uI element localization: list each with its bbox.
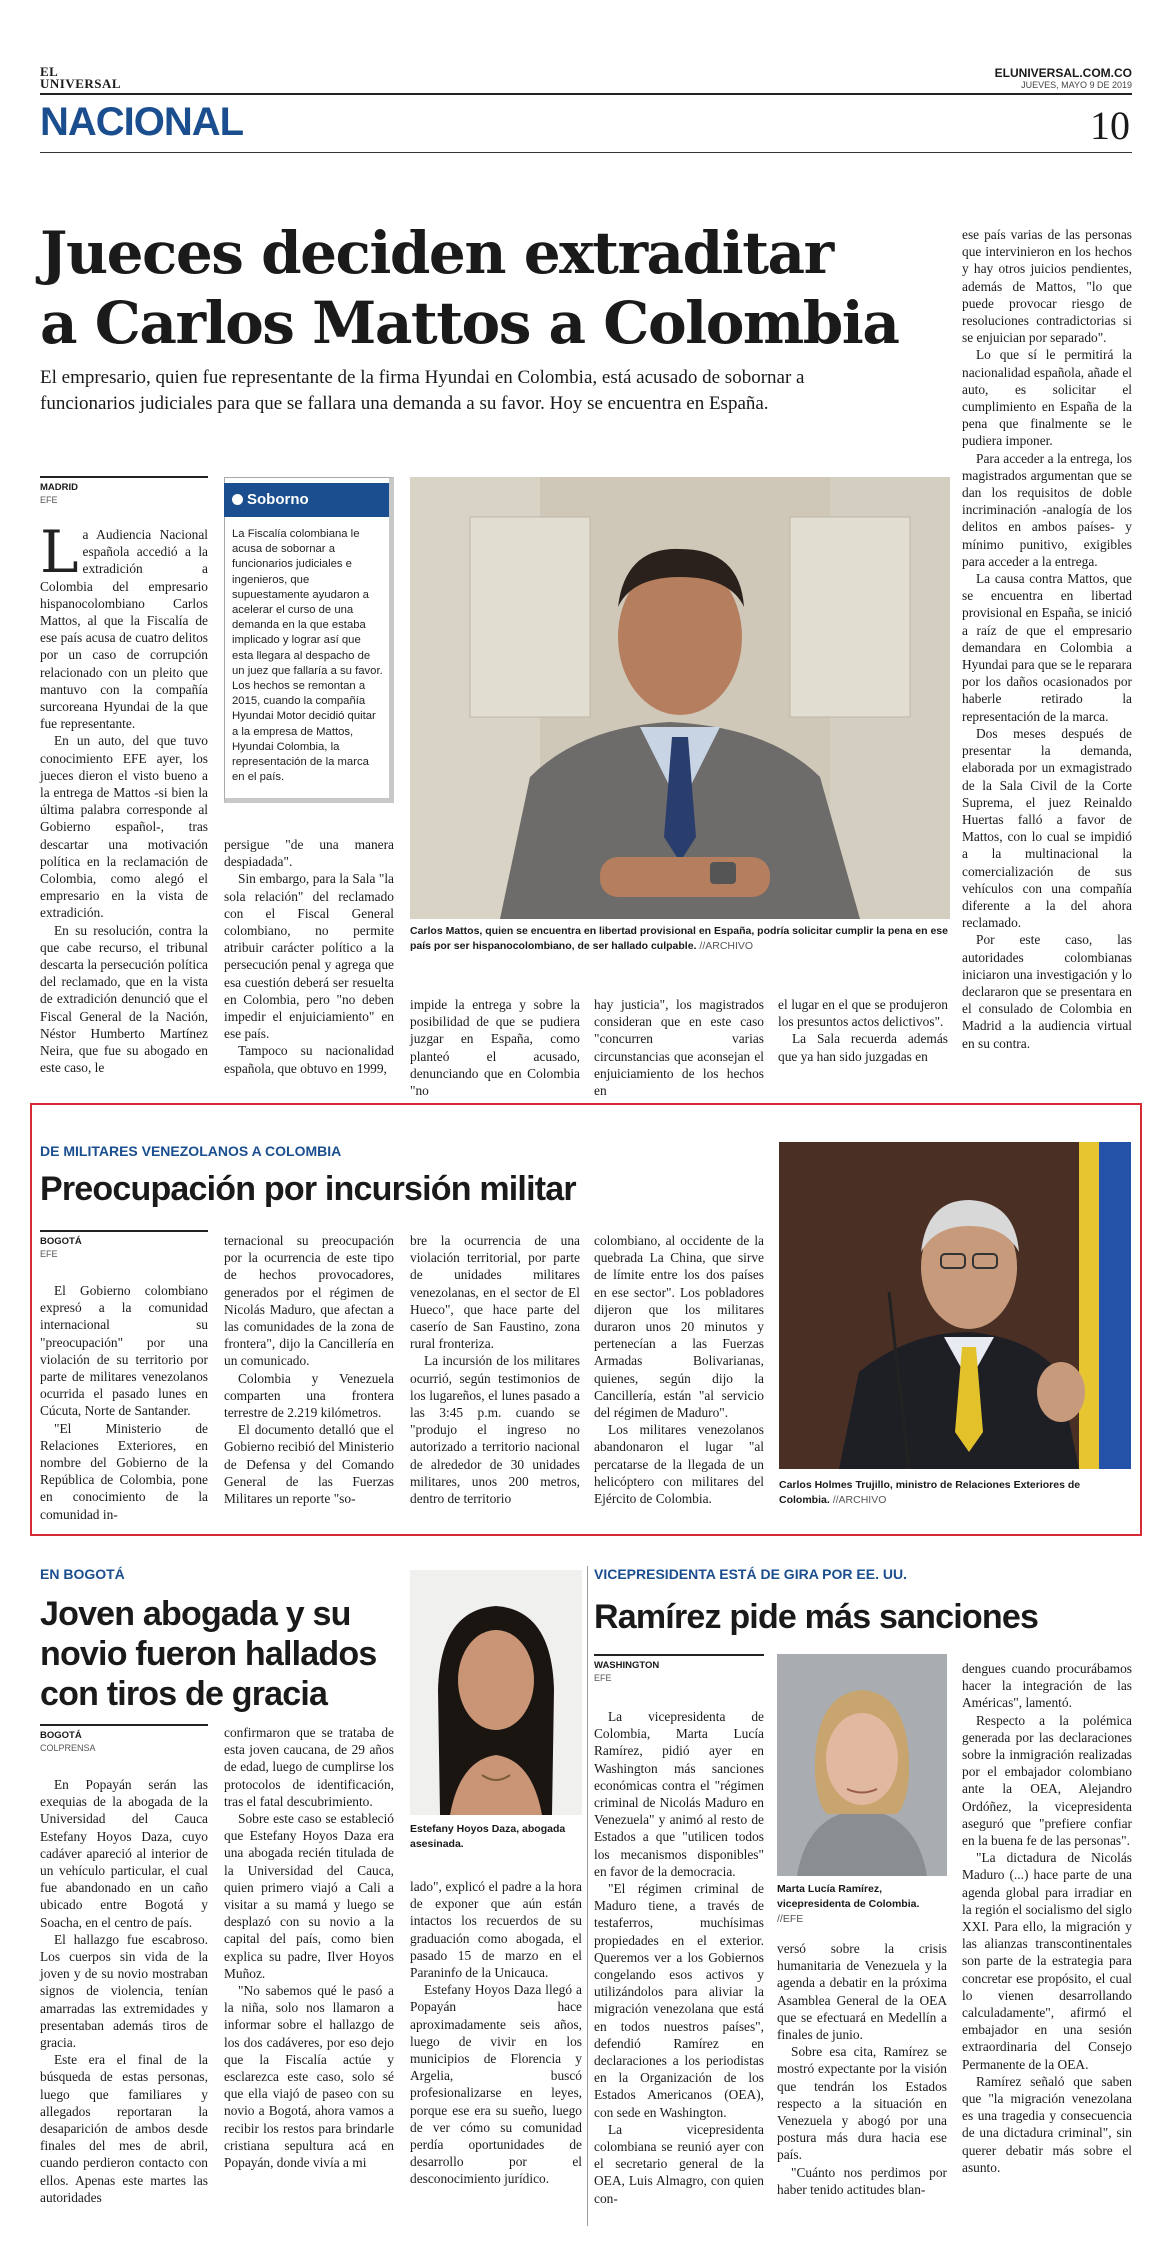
lead-col6-p5: Dos meses después de presentar la demanda, elaborada por un exmagistrado de la Sala Civil de la Corte Suprema, el juez Reinaldo Huertas falló a favor de Mattos, con lo cual se impidió a la multinacional la comercialización de sus vehículos con una compañía diferente a la del ahora reclamado. bbox=[962, 725, 1132, 931]
bullet-icon bbox=[232, 494, 243, 505]
ramirez-column-2 bbox=[777, 1940, 947, 2198]
abogada-headline-line-3: con tiros de gracia bbox=[40, 1675, 328, 1713]
lead-col6-p3: Para acceder a la entrega, los magistrados argumentan que se dan los requisitos de doble incriminación -analogía de los delitos en ambos países- y mínimo punitivo, exigibles para acceder a la entrega. bbox=[962, 450, 1132, 569]
abogada-col1-p3: Este era el final de la búsqueda de estas personas, luego que familiares y allegados reportaran la desaparición de ambos desde finales del mes de abril, cuando perdieron contacto con ellos. Apenas este martes las autoridades bbox=[40, 2052, 208, 2205]
ramirez-dateline-rule bbox=[594, 1654, 764, 1656]
ramirez-col3-p1: dengues cuando procurábamos hacer la integración de las Américas", lamentó. bbox=[962, 1661, 1132, 1711]
lead-col1-p2: En un auto, del que tuvo conocimiento EFE ayer, los jueces dieron el visto bueno a la entrega de Mattos -si bien la última palabra corresponde al Gobierno español-, tras descartar una motivación política en la reclamación de Colombia, como alegó el empresario en la vista de extradición. bbox=[40, 733, 208, 921]
ramirez-column-3 bbox=[962, 1660, 1132, 2176]
abogada-col2-p1: confirmaron que se trataba de esta joven caucana, de 29 años de edad, luego de cumplirse los protocolos de identificación, tras el fatal descubrimiento. bbox=[224, 1725, 394, 1809]
lead-column-6 bbox=[962, 226, 1132, 1052]
lead-headline-line-2: a Carlos Mattos a Colombia bbox=[40, 289, 899, 357]
portrait-illustration bbox=[777, 1654, 947, 1876]
lead-col2-p1: persigue "de una manera despiadada". bbox=[224, 837, 394, 870]
lead-col4-p1: hay justicia", los magistrados consideran que en este caso "concurren varias circunstancias que aconsejan el enjuiciamiento de los hechos en bbox=[594, 997, 764, 1099]
lead-dateline-rule bbox=[40, 476, 208, 478]
lead-deck: El empresario, quien fue representante de la firma Hyundai en Colombia, está acusado de sobornar a funcionarios judiciales para que se fallara una demanda a su favor. Hoy se encuentra en España. bbox=[40, 367, 805, 414]
ramirez-dateline: WASHINGTON bbox=[594, 1660, 660, 1671]
abogada-col2-p2: Sobre este caso se estableció que Estefany Hoyos Daza era una abogada recién titulada de la Universidad del Cauca, quien primero viajó a Cali a visitar a su mamá y luego se desplazó con su novio a la capital del país, como bien explica su padre, Ilver Hoyos Muñoz. bbox=[224, 1811, 394, 1981]
ramirez-col3-p2: Respecto a la polémica generada por las declaraciones sobre la inmigración realizadas por el embajador colombiano ante la OEA, Alejandro Ordóñez, la vicepresidenta aseguró que "prefiere confiar en la buena fe de las personas". bbox=[962, 1712, 1132, 1849]
portrait-illustration bbox=[410, 477, 950, 919]
lead-column-3 bbox=[410, 996, 580, 1099]
abogada-col3-p2: Estefany Hoyos Daza llegó a Popayán hace aproximadamente seis años, luego de vivir en los municipios de Florencia y Argelia, buscó profesionalizarse en leyes, porque ese era su sueño, luego de ver cómo su comunidad perdía oportunidades de desarrollo por el desconocimiento jurídico. bbox=[410, 1982, 582, 2187]
portrait-illustration bbox=[779, 1142, 1131, 1469]
lead-headline bbox=[40, 218, 940, 358]
abogada-column-2 bbox=[224, 1724, 394, 2171]
sidebar-paragraph-2: Los hechos se remontan a 2015, cuando la compañía Hyundai Motor decidió quitar a la empresa de Mattos, Hyundai Colombia, la representación de la marca en el país. bbox=[232, 680, 376, 784]
abogada-headline-line-2: novio fueron hallados bbox=[40, 1635, 377, 1673]
abogada-column-1 bbox=[40, 1776, 208, 2206]
militar-agency: EFE bbox=[40, 1249, 58, 1259]
sidebar-title: Soborno bbox=[247, 491, 309, 508]
header-rule bbox=[40, 93, 1132, 95]
lead-col6-p4: La causa contra Mattos, que se encuentra en libertad provisional en España, se inició a raíz de que el empresario demandara en Colombia a Hyundai para que se le reparara por los daños ocasionados por haberle retirado la representación de la marca. bbox=[962, 571, 1132, 724]
abogada-dateline: BOGOTÁ bbox=[40, 1730, 82, 1741]
photo-estefany-hoyos bbox=[410, 1570, 582, 1815]
caption-estefany-text: Estefany Hoyos Daza, abogada asesinada. bbox=[410, 1823, 566, 1850]
militar-col1-p1: El Gobierno colombiano expresó a la comunidad internacional su "preocupación" por una violación de su territorio por parte de militares venezolanos ocurrida el pasado lunes en Cúcuta, Norte de Santander. bbox=[40, 1283, 208, 1419]
portrait-illustration bbox=[410, 1570, 582, 1815]
sidebar-header bbox=[224, 483, 389, 517]
abogada-kicker: EN BOGOTÁ bbox=[40, 1566, 125, 1582]
lead-col2-p3: Tampoco su nacionalidad española, que obtuvo en 1999, bbox=[224, 1043, 394, 1076]
page-number: 10 bbox=[1090, 103, 1130, 148]
site-url: ELUNIVERSAL.COM.CO bbox=[994, 66, 1132, 80]
section-title: NACIONAL bbox=[40, 100, 244, 144]
sidebar-text bbox=[232, 527, 384, 785]
caption-mattos-text: Carlos Mattos, quien se encuentra en libertad provisional en España, podría solicitar cumplir la pena en ese país por ser hispanocolombiano, de ser hallado culpable. bbox=[410, 925, 948, 952]
militar-column-1 bbox=[40, 1282, 208, 1523]
militar-dateline-rule bbox=[40, 1230, 208, 1232]
lead-col3-p1: impide la entrega y sobre la posibilidad de que se pudiera juzgar en España, como planteó el acusado, denunciando que en Colombia "no bbox=[410, 997, 580, 1099]
ramirez-col1-p2: "El régimen criminal de Maduro tiene, a través de testaferros, muchísimas propiedades en el exterior. Queremos ver a los Gobiernos congelando esos activos y utilizándolos para aliviar la migración venezolana que está en todos nuestros países", defendió Ramírez en declaraciones a los periodistas en la Organización de los Estados Americanos (OEA), con sede en Washington. bbox=[594, 1881, 764, 2120]
photo-carlos-mattos bbox=[410, 477, 950, 919]
lead-col1-p1: a Audiencia Nacional española accedió a la extradición a Colombia del empresario hispanocolombiano Carlos Mattos, al que la Fiscalía de ese país acusa de cuatro delitos por un caso de corrupción relacionado con un pleito que mantuvo con la compañía surcoreana Hyundai de la que fue representante. bbox=[40, 527, 208, 732]
logo-line-2: UNIVERSAL bbox=[40, 76, 122, 91]
drop-cap: L bbox=[40, 518, 79, 586]
caption-trujillo-credit: //ARCHIVO bbox=[832, 1494, 887, 1506]
lead-column-4 bbox=[594, 996, 764, 1099]
lead-dateline: MADRID bbox=[40, 482, 78, 493]
lead-agency: EFE bbox=[40, 495, 58, 505]
abogada-agency: COLPRENSA bbox=[40, 1743, 96, 1753]
caption-ramirez-text: Marta Lucía Ramírez, vicepresidenta de Colombia. bbox=[777, 1883, 920, 1910]
militar-col4-p1: colombiano, al occidente de la quebrada La China, que sirve de límite entre los dos países en ese sector". Los pobladores dijeron que los militares duraron unos 20 minutos y pertenecían a las Fuerzas Armadas Bolivarianas, quienes, según dijo la Cancillería, están "al servicio del régimen de Maduro". bbox=[594, 1233, 764, 1421]
abogada-col3-p1: lado", explicó el padre a la hora de exponer que aún están intactos los recuerdos de su graduación como abogada, el pasado 15 de marzo en el Paraninfo de la Unicauca. bbox=[410, 1879, 582, 1981]
lead-col6-p2: Lo que sí le permitirá la nacionalidad española, añade el auto, es solicitar el cumplimiento en España de la pena que finalmente se le pudiera imponer. bbox=[962, 347, 1132, 449]
lead-col1-p3: En su resolución, contra la que cabe recurso, el tribunal descarta la persecución política del reclamado, que en la vista de extradición denunció que el Fiscal General de la Nación, Néstor Humberto Martínez Neira, que fue su abogado en este caso, le bbox=[40, 922, 208, 1076]
ramirez-col1-p3: La vicepresidenta colombiana se reunió ayer con el secretario general de la OEA, Luis Almagro, con quien con- bbox=[594, 2121, 764, 2206]
lead-column-1 bbox=[40, 518, 208, 1077]
issue-date: JUEVES, MAYO 9 DE 2019 bbox=[1021, 80, 1132, 90]
lead-col5-p1: el lugar en el que se produjeron los presuntos actos delictivos". bbox=[778, 997, 948, 1030]
militar-col3-p2: La incursión de los militares ocurrió, según testimonios de los lugareños, el lunes pasado a las 3:45 p.m. cuando se "produjo el ingreso no autorizado a territorio nacional de alrededor de 30 unidades militares, unos 200 metros, dentro de territorio bbox=[410, 1353, 580, 1507]
abogada-col1-p2: El hallazgo fue escabroso. Los cuerpos sin vida de la joven y de su novio mostraban signos de violencia, tenían amarradas las extremidades y presentaban además tiros de gracia. bbox=[40, 1931, 208, 2051]
militar-column-3 bbox=[410, 1232, 580, 1507]
abogada-col2-p3: "No sabemos qué le pasó a la niña, solo nos llamaron a informar sobre el hallazgo de los dos cadáveres, por eso dejo que la Fiscalía actúe y esclarezca este caso, solo sé que ella viajó de paseo con su novio a Bogotá, ahora vamos a recibir los restos para brindarle cristiana sepultura acá en Popayán, donde vivía a mi bbox=[224, 1983, 394, 2171]
photo-marta-lucia-ramirez bbox=[777, 1654, 947, 1876]
ramirez-col2-p1: versó sobre la crisis humanitaria de Venezuela y la agenda a debatir en la próxima Asamblea General de la OEA que se efectuará en Medellín a finales de junio. bbox=[777, 1941, 947, 2043]
militar-column-2 bbox=[224, 1232, 394, 1507]
abogada-dateline-rule bbox=[40, 1724, 208, 1726]
militar-col4-p2: Los militares venezolanos abandonaron el lugar "al percatarse de la llegada de un helicóptero con militares del Ejército de Colombia. bbox=[594, 1422, 764, 1507]
abogada-headline bbox=[40, 1594, 400, 1714]
ramirez-agency: EFE bbox=[594, 1673, 612, 1683]
militar-dateline: BOGOTÁ bbox=[40, 1236, 82, 1247]
ramirez-kicker: VICEPRESIDENTA ESTÁ DE GIRA POR EE. UU. bbox=[594, 1566, 907, 1582]
ramirez-col2-p2: Sobre esa cita, Ramírez se mostró expectante por la visión que tendrán los Estados respecto a la situación en Venezuela y abogó por una postura más dura hacia ese país. bbox=[777, 2044, 947, 2163]
logo-line-1: EL bbox=[40, 64, 59, 79]
militar-col2-p1: ternacional su preocupación por la ocurrencia de este tipo de hechos provocadores, generados por el régimen de Nicolás Maduro, que afectan a las comunidades de la zona de frontera", dijo la Cancillería en un comunicado. bbox=[224, 1233, 394, 1369]
lead-col5-p2: La Sala recuerda además que ya han sido juzgadas en bbox=[778, 1031, 948, 1064]
lead-col6-p1: ese país varias de las personas que intervinieron en los hechos y hay otros juicios pendientes, además de Mattos, "lo que puede provocar riesgo de resoluciones contradictorias si se enjuician por separado". bbox=[962, 227, 1132, 346]
section-rule bbox=[40, 152, 1132, 153]
ramirez-col3-p3: "La dictadura de Nicolás Maduro (...) hace parte de una agenda global para irradiar en la región el socialismo del siglo XXI. Para ello, la migración y las alianzas transcontinentales son parte de la estrategia para concretar ese propósito, el cual lo vienen desarrollando calculadamente", afirmó el embajador en una sesión extraordinaria del Consejo Permanente de la OEA. bbox=[962, 1850, 1132, 2072]
photo-caption-estefany bbox=[410, 1822, 582, 1852]
caption-mattos-credit: //ARCHIVO bbox=[699, 940, 754, 952]
caption-trujillo-text: Carlos Holmes Trujillo, ministro de Relaciones Exteriores de Colombia. bbox=[779, 1479, 1081, 1506]
column-divider bbox=[587, 1566, 588, 2226]
lead-col6-p6: Por este caso, las autoridades colombianas iniciaron una investigación y lo declararon que se presentara en el consulado de Colombia en Madrid a la audiencia virtual en su contra. bbox=[962, 932, 1132, 1051]
militar-col2-p2: Colombia y Venezuela comparten una frontera terrestre de 2.219 kilómetros. bbox=[224, 1370, 394, 1421]
ramirez-col3-p4: Ramírez señaló que saben que "la migración venezolana es una tragedia y consecuencia de una dictadura criminal", sin querer debatir más sobre el asunto. bbox=[962, 2073, 1132, 2175]
sidebar-paragraph-1: La Fiscalía colombiana le acusa de sobornar a funcionarios judiciales e ingenieros, que supuestamente ayudaron a acelerar el curso de una demanda en la que estaba implicado y lograr así que esta llegara al despacho de un juez que fallaría a su favor. bbox=[232, 528, 383, 677]
newspaper-logo bbox=[40, 66, 121, 90]
abogada-column-3 bbox=[410, 1878, 582, 2188]
ramirez-headline: Ramírez pide más sanciones bbox=[594, 1598, 1039, 1636]
militar-col3-p1: bre la ocurrencia de una violación territorial, por parte de unidades militares venezolanas, en el sector de El Hueco", que hace parte del caserío de San Faustino, zona rural fronteriza. bbox=[410, 1233, 580, 1352]
militar-kicker: DE MILITARES VENEZOLANOS A COLOMBIA bbox=[40, 1143, 342, 1159]
militar-col2-p3: El documento detalló que el Gobierno recibió del Ministerio de Defensa y del Comando General de las Fuerzas Militares un reporte "so- bbox=[224, 1422, 394, 1507]
lead-col2-p2: Sin embargo, para la Sala "la sola relación" del reclamado con el Fiscal General colombiano, no permite atribuir carácter político a la persecución penal y agrega que esa cuestión deberá ser resuelta en Colombia, pero "no deben impedir el enjuiciamiento" en ese país. bbox=[224, 871, 394, 1042]
photo-caption-ramirez bbox=[777, 1882, 947, 1927]
photo-carlos-holmes-trujillo bbox=[779, 1142, 1131, 1469]
militar-col1-p2: "El Ministerio de Relaciones Exteriores, en nombre del Gobierno de la República de Colombia, pone en conocimiento de la comunidad in- bbox=[40, 1420, 208, 1522]
militar-headline: Preocupación por incursión militar bbox=[40, 1170, 576, 1208]
lead-headline-line-1: Jueces deciden extraditar bbox=[40, 219, 833, 287]
photo-caption-trujillo bbox=[779, 1478, 1131, 1508]
lead-column-2 bbox=[224, 836, 394, 1077]
ramirez-col2-p3: "Cuánto nos perdimos por haber tenido actitudes blan- bbox=[777, 2164, 947, 2197]
militar-column-4 bbox=[594, 1232, 764, 1507]
abogada-headline-line-1: Joven abogada y su bbox=[40, 1595, 351, 1633]
ramirez-column-1 bbox=[594, 1708, 764, 2207]
lead-column-5 bbox=[778, 996, 948, 1065]
abogada-col1-p1: En Popayán serán las exequias de la abogada de la Universidad del Cauca Estefany Hoyos Daza, cuyo cadáver apareció al interior de un vehículo particular, el cual fue abandonado en un caño ubicado entre Bogotá y Soacha, en el centro de país. bbox=[40, 1777, 208, 1930]
photo-caption-mattos bbox=[410, 924, 950, 954]
caption-ramirez-credit: //EFE bbox=[777, 1913, 804, 1925]
ramirez-col1-p1: La vicepresidenta de Colombia, Marta Lucía Ramírez, pidió ayer en Washington más sanciones económicas contra el "régimen criminal de Nicolás Maduro en Venezuela" y animó al resto de Estados a que "utilicen todos los mecanismos disponibles" en favor de la democracia. bbox=[594, 1709, 764, 1879]
